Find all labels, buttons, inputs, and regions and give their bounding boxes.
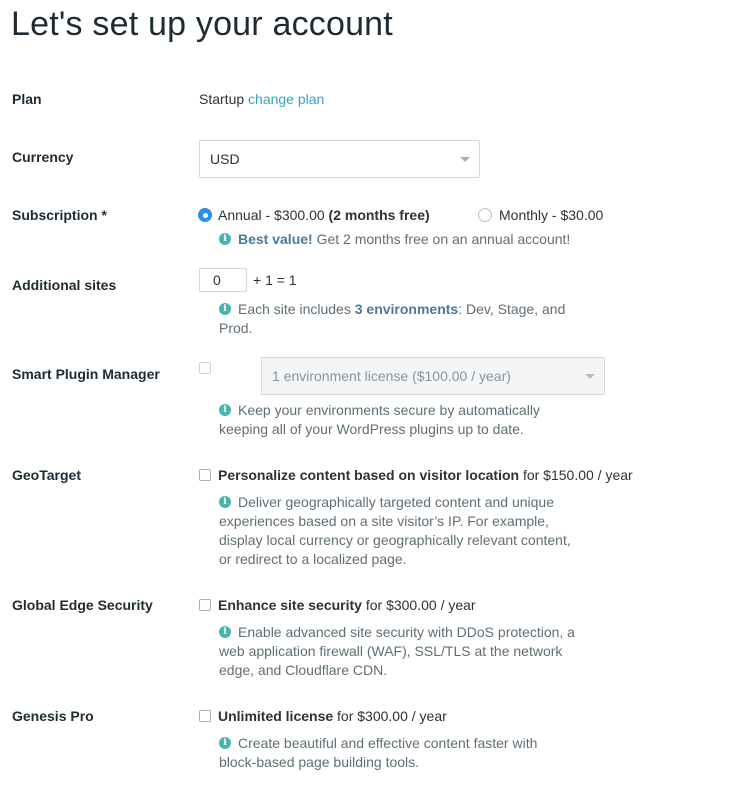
info-icon: i — [219, 233, 231, 245]
geotarget-help-line1: Deliver geographically targeted content and unique — [238, 494, 554, 510]
global-edge-security-label: Global Edge Security — [12, 597, 153, 613]
geotarget-help-line4: or redirect to a localized page. — [219, 551, 407, 567]
genesis-pro-help-line2: block-based page building tools. — [219, 754, 420, 770]
chevron-down-icon — [460, 157, 470, 162]
subscription-help — [238, 230, 570, 249]
info-icon: i — [219, 404, 231, 416]
currency-label: Currency — [12, 149, 74, 165]
global-edge-security-help-line1: Enable advanced site security with DDoS protection, a — [238, 624, 575, 640]
smart-plugin-manager-select[interactable] — [261, 357, 605, 395]
currency-select[interactable] — [199, 140, 480, 178]
additional-sites-input[interactable]: 0 — [199, 268, 247, 292]
additional-sites-label: Additional sites — [12, 277, 117, 293]
global-edge-security-option-label[interactable] — [218, 597, 476, 613]
genesis-pro-help-line1: Create beautiful and effective content faster with — [238, 735, 538, 751]
additional-sites-formula: + 1 = 1 — [253, 272, 297, 288]
additional-sites-help-bold: 3 environments — [354, 301, 459, 317]
geotarget-checkbox[interactable] — [199, 469, 211, 481]
info-icon: i — [219, 303, 231, 315]
chevron-down-icon — [585, 374, 595, 379]
genesis-pro-option-bold: Unlimited license — [218, 708, 334, 724]
geotarget-option-label[interactable] — [218, 467, 633, 483]
page-title: Let's set up your account — [11, 5, 393, 43]
additional-sites-help-post: : Dev, Stage, and — [458, 301, 566, 317]
geotarget-help-line3: display local currency or geographically relevant content, — [219, 532, 571, 548]
geotarget-help-line2: experiences based on a site visitor’s IP. For example, — [219, 513, 549, 529]
plan-value: Startup — [199, 91, 245, 107]
info-icon: i — [219, 626, 231, 638]
smart-plugin-manager-label: Smart Plugin Manager — [12, 366, 160, 382]
smart-plugin-manager-help-line2: keeping all of your WordPress plugins up to date. — [219, 421, 524, 437]
info-icon: i — [219, 496, 231, 508]
geotarget-label: GeoTarget — [12, 467, 81, 483]
global-edge-security-option-price: for $300.00 / year — [365, 597, 476, 613]
monthly-radio[interactable] — [478, 208, 492, 222]
smart-plugin-manager-help-line1: Keep your environments secure by automatically — [238, 402, 540, 418]
smart-plugin-manager-select-value: 1 environment license ($100.00 / year) — [272, 368, 511, 384]
subscription-help-bold: Best value! — [238, 231, 313, 247]
geotarget-option-bold: Personalize content based on visitor location — [218, 467, 520, 483]
additional-sites-help-line2: Prod. — [219, 320, 253, 336]
change-plan-link[interactable]: change plan — [248, 91, 325, 107]
genesis-pro-label: Genesis Pro — [12, 708, 94, 724]
global-edge-security-checkbox[interactable] — [199, 599, 211, 611]
subscription-help-text: Get 2 months free on an annual account! — [316, 231, 571, 247]
global-edge-security-help-line3: edge, and Cloudflare CDN. — [219, 662, 388, 678]
plan-label: Plan — [12, 91, 42, 107]
info-icon: i — [219, 737, 231, 749]
geotarget-option-price: for $150.00 / year — [522, 467, 633, 483]
additional-sites-help-line1 — [238, 300, 565, 319]
annual-option-text: Annual - $300.00 — [218, 207, 325, 223]
annual-option-bonus: (2 months free) — [328, 207, 430, 223]
genesis-pro-option-price: for $300.00 / year — [337, 708, 447, 724]
smart-plugin-manager-checkbox[interactable] — [199, 362, 211, 374]
genesis-pro-option-label[interactable] — [218, 708, 447, 724]
global-edge-security-option-bold: Enhance site security — [218, 597, 362, 613]
monthly-option-label[interactable]: Monthly - $30.00 — [499, 207, 604, 223]
annual-radio[interactable] — [198, 208, 212, 222]
currency-selected-value: USD — [210, 151, 240, 167]
genesis-pro-checkbox[interactable] — [199, 710, 211, 722]
plan-value-row — [199, 91, 324, 107]
global-edge-security-help-line2: web application firewall (WAF), SSL/TLS at the network — [219, 643, 563, 659]
annual-option-label[interactable] — [218, 207, 430, 223]
additional-sites-help-pre: Each site includes — [238, 301, 351, 317]
subscription-label: Subscription * — [12, 207, 107, 223]
